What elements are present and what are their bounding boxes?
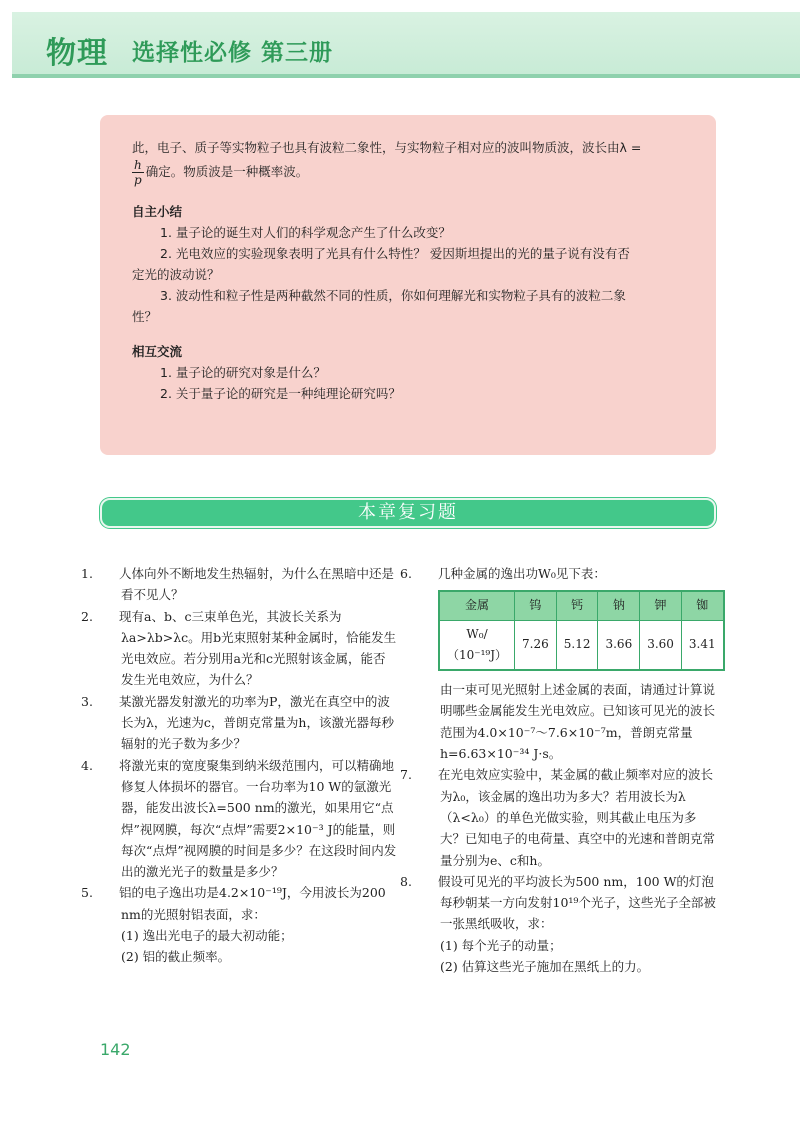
exchange-item: 1. 量子论的研究对象是什么？ (160, 365, 326, 380)
question-text: 人体向外不断地发生热辐射，为什么在黑暗中还是看不见人？ (119, 566, 395, 603)
page-number: 142 (100, 1040, 131, 1059)
subject-title: 物理 (46, 36, 108, 71)
table-cell: 3.60 (640, 620, 682, 670)
fraction-denominator: p (134, 173, 142, 187)
question-text: 现有a、b、c三束单色光，其波长关系为λa>λb>λc。用b光束照射某种金属时，恰能发生光电效应。若分别用a光和c光照射该金属，能否发生光电效应，为什么？ (119, 608, 397, 688)
question-number: 5. (81, 885, 93, 901)
intro-line-2: 确定。物质波是一种概率波。 (145, 164, 309, 179)
table-cell: 5.12 (556, 620, 598, 670)
table-row-label: W₀/（10⁻¹⁹J） (439, 620, 515, 670)
table-row (439, 620, 724, 670)
question-4 (81, 755, 397, 883)
question-number: 2. (81, 608, 93, 624)
page-header (12, 12, 800, 78)
book-title: 选择性必修 第三册 (132, 40, 334, 66)
question-number: 6. (400, 566, 412, 581)
work-function-table (438, 590, 725, 671)
question-2 (81, 606, 397, 691)
question-text: 在光电效应实验中，某金属的截止频率对应的波长为λ₀，该金属的逸出功为多大？若用波长为λ（λ<λ₀）的单色光做实验，则其截止电压为多大？已知电子的电荷量、真空中的光速和普朗克常量分别为e、c和h。 (438, 767, 716, 868)
question-5-part-1: (1) 逸出光电子的最大初动能； (121, 928, 293, 944)
table-header-cell: 钨 (515, 591, 557, 620)
table-header-cell: 钾 (640, 591, 682, 620)
self-summary-item-cont: 性？ (132, 309, 158, 324)
question-1 (81, 563, 397, 606)
h-over-p-fraction (132, 158, 144, 187)
question-5 (81, 882, 397, 925)
question-8-part-2: (2) 估算这些光子施加在黑纸上的力。 (440, 959, 650, 975)
question-number: 3. (81, 693, 93, 709)
self-summary-item: 1. 量子论的诞生对人们的科学观念产生了什么改变？ (160, 225, 451, 240)
question-5-part-2: (2) 铝的截止频率。 (121, 949, 231, 965)
exchange-heading: 相互交流 (132, 344, 183, 359)
question-number: 7. (400, 767, 412, 783)
question-number: 4. (81, 757, 93, 773)
summary-box (100, 115, 716, 455)
self-summary-item: 3. 波动性和粒子性是两种截然不同的性质，你如何理解光和实物粒子具有的波粒二象 (160, 288, 626, 303)
question-6-continued: 由一束可见光照射上述金属的表面，请通过计算说明哪些金属能发生光电效应。已知该可见光的波长范围为4.0×10⁻⁷～7.6×10⁻⁷m，普朗克常量h=6.63×10⁻³⁴ J·s。 (440, 682, 716, 762)
table-cell: 7.26 (515, 620, 557, 670)
chapter-review-banner: 本章复习题 (100, 498, 716, 528)
fraction-numerator: h (134, 158, 142, 172)
question-number: 8. (400, 873, 412, 889)
intro-text-2 (132, 158, 688, 187)
question-text: 某激光器发射激光的功率为P，激光在真空中的波长为λ，光速为c，普朗克常量为h，该激光器每秒辐射的光子数为多少？ (119, 693, 394, 752)
self-summary-item: 2. 光电效应的实验现象表明了光具有什么特性？ 爱因斯坦提出的光的量子说有没有否 (160, 246, 630, 261)
exchange-item: 2. 关于量子论的研究是一种纯理论研究吗？ (160, 386, 401, 401)
questions-left-column (81, 563, 397, 968)
question-text: 将激光束的宽度聚集到纳米级范围内，可以精确地修复人体损坏的器官。一台功率为10 W的氩激光器，能发出波长λ=500 nm的激光，如果用它“点焊”视网膜，每次“点焊”需要2×10⁻³ J的能量，则每次“点焊”视网膜的时间是多少？在这段时间内发出的激光光子的数量是多少？ (119, 757, 397, 880)
table-header-cell: 铷 (681, 591, 723, 620)
question-3 (81, 691, 397, 755)
table-header-row (439, 591, 724, 620)
intro-text (132, 137, 688, 158)
table-header-cell: 金属 (439, 591, 515, 620)
question-text: 假设可见光的平均波长为500 nm，100 W的灯泡每秒朝某一方向发射10¹⁹个光子，这些光子全部被一张黑纸吸收，求： (438, 873, 716, 932)
self-summary-item-cont: 定光的波动说？ (132, 267, 220, 282)
question-number: 1. (81, 566, 93, 581)
question-text: 几种金属的逸出功W₀见下表： (438, 566, 606, 581)
table-cell: 3.41 (681, 620, 723, 670)
question-8-part-1: (1) 每个光子的动量； (440, 937, 562, 953)
table-cell: 3.66 (598, 620, 640, 670)
question-8 (400, 871, 716, 935)
self-summary-heading: 自主小结 (132, 204, 183, 219)
table-header-cell: 钙 (556, 591, 598, 620)
table-header-cell: 钠 (598, 591, 640, 620)
questions-right-column (400, 563, 716, 977)
question-6 (400, 563, 716, 584)
question-7 (400, 764, 716, 870)
question-text: 铝的电子逸出功是4.2×10⁻¹⁹J，今用波长为200 nm的光照射铝表面，求： (119, 885, 386, 922)
intro-line-1: 此，电子、质子等实物粒子也具有波粒二象性，与实物粒子相对应的波叫物质波，波长由λ = (132, 140, 642, 155)
